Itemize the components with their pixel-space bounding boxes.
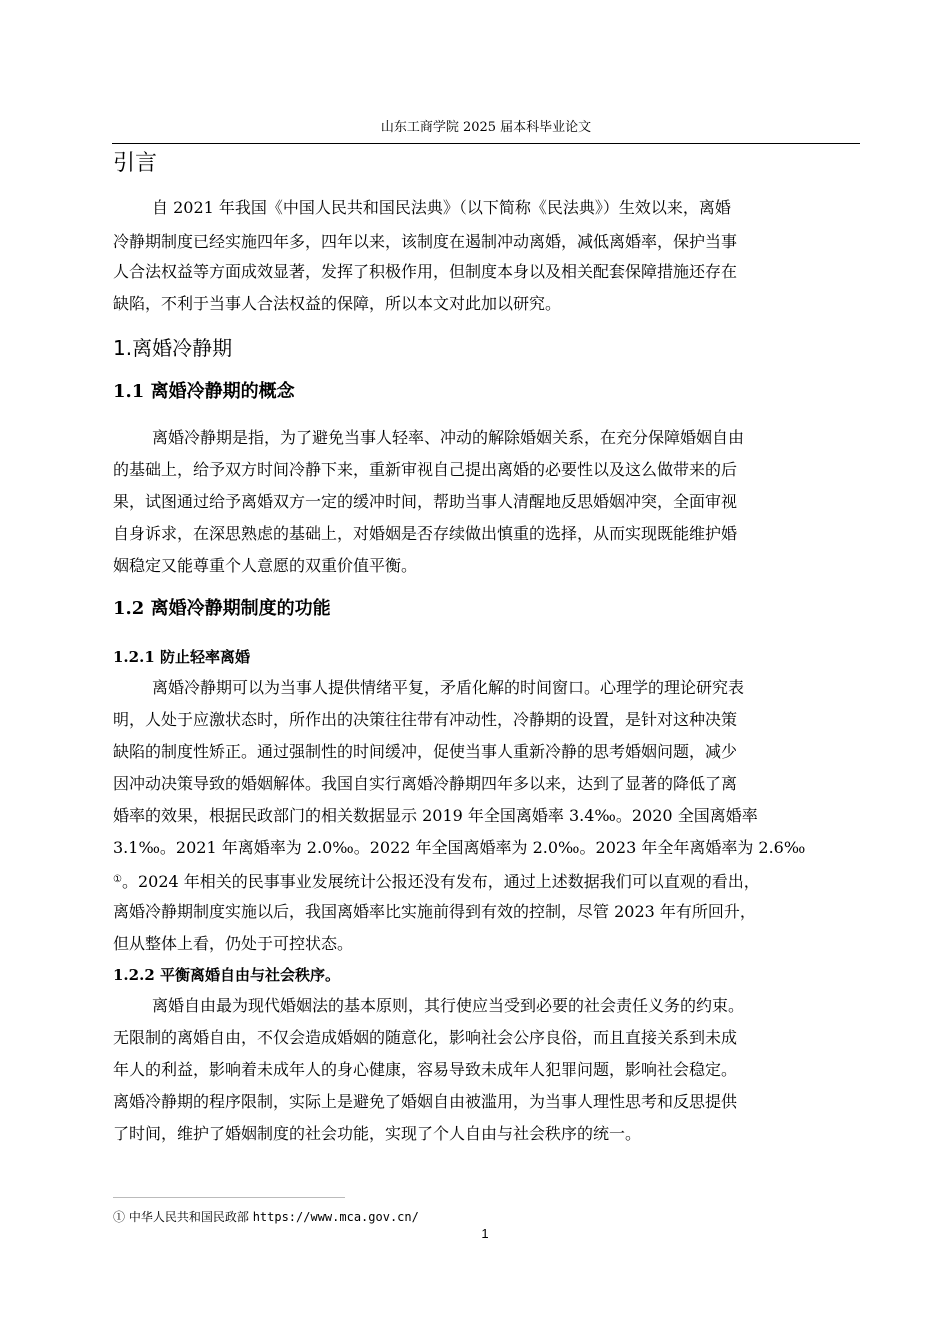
paragraph-line: 无限制的离婚自由，不仅会造成婚姻的随意化，影响社会公序良俗，而且直接关系到未成 [113, 1028, 738, 1047]
footnote [113, 1209, 419, 1225]
paragraph-line: 自身诉求，在深思熟虑的基础上，对婚姻是否存续做出慎重的选择，从而实现既能维护婚 [113, 524, 738, 543]
paragraph-line: 果，试图通过给予离婚双方一定的缓冲时间，帮助当事人清醒地反思婚姻冲突，全面审视 [113, 492, 738, 511]
section-1-2-heading: 1.2 离婚冷静期制度的功能 [113, 598, 331, 619]
header-rule [112, 143, 860, 144]
intro-line: 自 2021 年我国《中国人民共和国民法典》（以下简称《民法典》）生效以来，离婚 [152, 198, 731, 217]
paragraph-text: 。2024 年相关的民事事业发展统计公报还没有发布，通过上述数据我们可以直观的看出， [121, 872, 760, 891]
page-number: 1 [481, 1226, 489, 1241]
paragraph-line [113, 870, 760, 892]
paragraph-line: 离婚自由最为现代婚姻法的基本原则，其行使应当受到必要的社会责任义务的约束。 [152, 996, 745, 1015]
intro-heading: 引言 [113, 151, 158, 176]
footnote-separator [113, 1197, 345, 1198]
footnote-reference[interactable]: ① [113, 874, 122, 885]
paragraph-line: 离婚冷静期是指，为了避免当事人轻率、冲动的解除婚姻关系，在充分保障婚姻自由 [152, 428, 745, 447]
paragraph-line: 但从整体上看，仍处于可控状态。 [113, 934, 354, 953]
footnote-mark: ① [113, 1210, 126, 1224]
paragraph-line: 3.1‰。2021 年离婚率为 2.0‰。2022 年全国离婚率为 2.0‰。2023 年全年离婚率为 2.6‰ [113, 838, 806, 857]
paragraph-line: 离婚冷静期的程序限制，实际上是避免了婚姻自由被滥用，为当事人理性思考和反思提供 [113, 1092, 738, 1111]
paragraph-line: 明，人处于应激状态时，所作出的决策往往带有冲动性，冷静期的设置，是针对这种决策 [113, 710, 738, 729]
paragraph-line: 了时间，维护了婚姻制度的社会功能，实现了个人自由与社会秩序的统一。 [113, 1124, 642, 1143]
section-1-2-1-heading: 1.2.1 防止轻率离婚 [113, 648, 250, 666]
section-1-2-2-heading: 1.2.2 平衡离婚自由与社会秩序。 [113, 966, 340, 984]
paragraph-line: 离婚冷静期制度实施以后，我国离婚率比实施前得到有效的控制，尽管 2023 年有所回升， [113, 902, 756, 921]
paragraph-line: 年人的利益，影响着未成年人的身心健康，容易导致未成年人犯罪问题，影响社会稳定。 [113, 1060, 738, 1079]
paragraph-line: 姻稳定又能尊重个人意愿的双重价值平衡。 [113, 556, 418, 575]
paragraph-line: 缺陷的制度性矫正。通过强制性的时间缓冲，促使当事人重新冷静的思考婚姻问题，减少 [113, 742, 738, 761]
page-header: 山东工商学院 2025 届本科毕业论文 [380, 120, 592, 135]
footnote-text: 中华人民共和国民政部 [128, 1210, 249, 1224]
paragraph-line: 的基础上，给予双方时间冷静下来，重新审视自己提出离婚的必要性以及这么做带来的后 [113, 460, 738, 479]
section-1-heading: 1.离婚冷静期 [113, 336, 233, 360]
intro-line: 冷静期制度已经实施四年多，四年以来，该制度在遏制冲动离婚，减低离婚率，保护当事 [113, 232, 738, 251]
paragraph-line: 离婚冷静期可以为当事人提供情绪平复，矛盾化解的时间窗口。心理学的理论研究表 [152, 678, 745, 697]
intro-line: 人合法权益等方面成效显著，发挥了积极作用，但制度本身以及相关配套保障措施还存在 [113, 262, 738, 281]
intro-line: 缺陷，不利于当事人合法权益的保障，所以本文对此加以研究。 [113, 294, 562, 313]
footnote-url-link[interactable]: https://www.mca.gov.cn/ [252, 1210, 419, 1224]
paragraph-line: 因冲动决策导致的婚姻解体。我国自实行离婚冷静期四年多以来，达到了显著的降低了离 [113, 774, 738, 793]
section-1-1-heading: 1.1 离婚冷静期的概念 [113, 381, 295, 402]
paragraph-line: 婚率的效果，根据民政部门的相关数据显示 2019 年全国离婚率 3.4‰。2020 全国离婚率 [113, 806, 758, 825]
